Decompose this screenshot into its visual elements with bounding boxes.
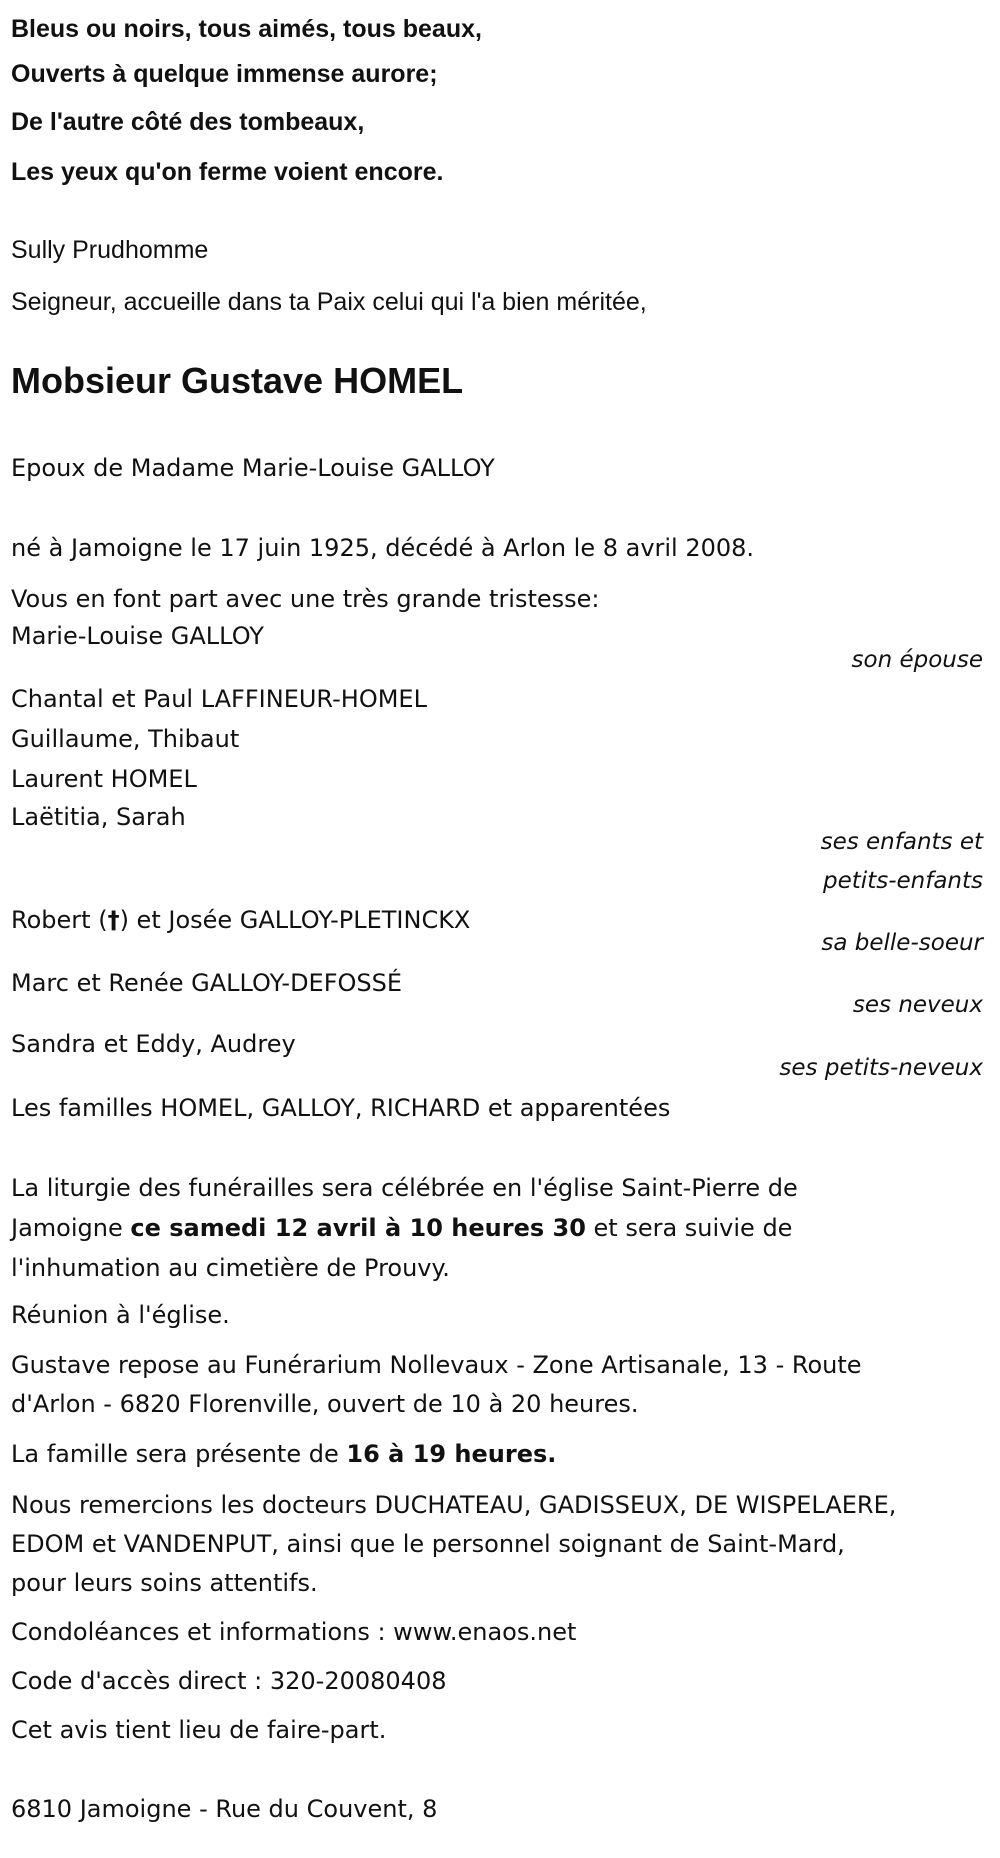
- family-member: Marie-Louise GALLOY: [11, 622, 264, 650]
- text: La famille sera présente de: [11, 1440, 347, 1468]
- family-member: Marc et Renée GALLOY-DEFOSSÉ: [11, 969, 403, 997]
- birth-death: né à Jamoigne le 17 juin 1925, décédé à Arlon le 8 avril 2008.: [11, 534, 755, 562]
- text: ) et Josée GALLOY-PLETINCKX: [119, 906, 471, 934]
- relation-label: petits-enfants: [823, 868, 983, 894]
- relation-label: sa belle-soeur: [821, 930, 983, 956]
- family-member: Les familles HOMEL, GALLOY, RICHARD et apparentées: [11, 1094, 671, 1122]
- text: et sera suivie de: [585, 1214, 793, 1242]
- spouse-line: Epoux de Madame Marie-Louise GALLOY: [11, 454, 495, 482]
- repose-line: d'Arlon - 6820 Florenville, ouvert de 10 à 20 heures.: [11, 1390, 639, 1418]
- poem-line: Les yeux qu'on ferme voient encore.: [11, 158, 444, 186]
- family-member: Chantal et Paul LAFFINEUR-HOMEL: [11, 685, 427, 713]
- cross-icon: †: [107, 906, 120, 934]
- text: Robert (: [11, 906, 108, 934]
- poem-line: Ouverts à quelque immense aurore;: [11, 60, 438, 88]
- relation-label: ses enfants et: [820, 829, 983, 855]
- ceremony-line: [11, 1208, 792, 1248]
- presence-hours: 16 à 19 heures.: [346, 1440, 557, 1468]
- ceremony-line: La liturgie des funérailles sera célébrée en l'église Saint-Pierre de: [11, 1174, 798, 1202]
- presence: [11, 1434, 556, 1474]
- thanks-line: pour leurs soins attentifs.: [11, 1569, 318, 1597]
- thanks-line: Nous remercions les docteurs DUCHATEAU, GADISSEUX, DE WISPELAERE,: [11, 1491, 897, 1519]
- access-code: Code d'accès direct : 320-20080408: [11, 1667, 447, 1695]
- family-member: Laëtitia, Sarah: [11, 803, 186, 831]
- relation-label: ses petits-neveux: [779, 1055, 983, 1081]
- address: 6810 Jamoigne - Rue du Couvent, 8: [11, 1795, 438, 1823]
- relation-label: son épouse: [851, 647, 983, 673]
- deceased-name: Mobsieur Gustave HOMEL: [11, 360, 464, 401]
- reunion: Réunion à l'église.: [11, 1301, 230, 1329]
- intro: Vous en font part avec une très grande tristesse:: [11, 585, 600, 613]
- family-member: Guillaume, Thibaut: [11, 725, 240, 753]
- poem-line: De l'autre côté des tombeaux,: [11, 108, 365, 136]
- repose-line: Gustave repose au Funérarium Nollevaux - Zone Artisanale, 13 - Route: [11, 1351, 862, 1379]
- ceremony-line: l'inhumation au cimetière de Prouvy.: [11, 1254, 450, 1282]
- family-member: Sandra et Eddy, Audrey: [11, 1030, 296, 1058]
- notice: Cet avis tient lieu de faire-part.: [11, 1716, 387, 1744]
- poem-line: Bleus ou noirs, tous aimés, tous beaux,: [11, 15, 482, 43]
- family-member: [11, 900, 470, 940]
- relation-label: ses neveux: [852, 992, 983, 1018]
- ceremony-date: ce samedi 12 avril à 10 heures 30: [130, 1214, 586, 1242]
- thanks-line: EDOM et VANDENPUT, ainsi que le personnel soignant de Saint-Mard,: [11, 1530, 845, 1558]
- text: Jamoigne: [11, 1214, 131, 1242]
- condolences: Condoléances et informations : www.enaos.net: [11, 1618, 577, 1646]
- family-member: Laurent HOMEL: [11, 765, 197, 793]
- prayer: Seigneur, accueille dans ta Paix celui qui l'a bien méritée,: [11, 288, 647, 316]
- poem-author: Sully Prudhomme: [11, 236, 209, 264]
